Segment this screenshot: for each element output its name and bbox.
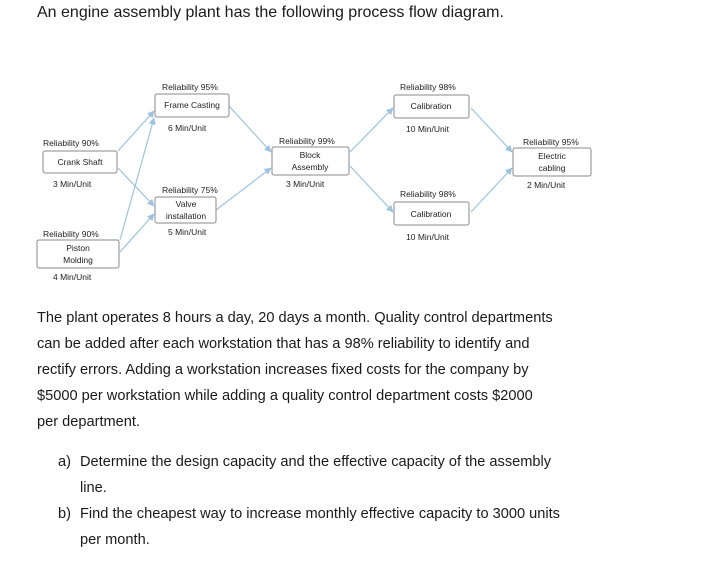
piston-reliability: Reliability 90% <box>43 229 99 239</box>
edge-calibtop-electric <box>471 108 512 152</box>
calibtop-reliability: Reliability 98% <box>400 82 456 92</box>
block-rate: 3 Min/Unit <box>286 179 325 189</box>
paragraph-line: can be added after each workstation that has a 98% reliability to identify and <box>37 336 530 352</box>
node-electric-cabling <box>513 137 591 190</box>
node-frame-casting <box>155 82 229 133</box>
valve-label-1: Valve <box>175 199 197 209</box>
edge-crank-valve <box>118 168 154 206</box>
node-calibration-top <box>394 82 469 134</box>
frame-rate: 6 Min/Unit <box>168 123 207 133</box>
node-piston-molding <box>37 229 119 282</box>
question-a <box>58 449 618 501</box>
edge-piston-frame <box>120 118 154 240</box>
node-calibration-bottom <box>394 189 469 242</box>
valve-reliability: Reliability 75% <box>162 185 218 195</box>
edge-frame-block <box>229 106 271 152</box>
piston-rate: 4 Min/Unit <box>53 272 92 282</box>
block-label-2: Assembly <box>291 162 329 172</box>
question-b <box>58 501 618 553</box>
crank-reliability: Reliability 90% <box>43 138 99 148</box>
question-a-label: a) <box>58 454 71 470</box>
crank-label: Crank Shaft <box>57 157 103 167</box>
crank-rate: 3 Min/Unit <box>53 179 92 189</box>
electric-label-2: cabling <box>538 163 566 173</box>
question-b-line: per month. <box>80 532 150 548</box>
electric-label-1: Electric <box>538 151 566 161</box>
calibbot-rate: 10 Min/Unit <box>406 232 449 242</box>
calibtop-label: Calibration <box>410 101 452 111</box>
piston-label-2: Molding <box>63 255 93 265</box>
frame-label: Frame Casting <box>164 100 220 110</box>
question-a-line: line. <box>80 480 107 496</box>
node-block-assembly <box>272 136 349 189</box>
question-a-line: Determine the design capacity and the effective capacity of the assembly <box>80 454 552 470</box>
node-valve-installation <box>155 185 218 237</box>
piston-label-1: Piston <box>66 243 90 253</box>
block-reliability: Reliability 99% <box>279 136 335 146</box>
paragraph-line: rectify errors. Adding a workstation increases fixed costs for the company by <box>37 362 529 378</box>
block-label-1: Block <box>299 150 321 160</box>
problem-paragraph <box>37 305 607 435</box>
question-list <box>58 449 618 553</box>
question-b-line: Find the cheapest way to increase monthly effective capacity to 3000 units <box>80 506 560 522</box>
question-b-label: b) <box>58 506 71 522</box>
frame-reliability: Reliability 95% <box>162 82 218 92</box>
calibtop-rate: 10 Min/Unit <box>406 124 449 134</box>
paragraph-line: $5000 per workstation while adding a quality control department costs $2000 <box>37 388 533 404</box>
calibbot-reliability: Reliability 98% <box>400 189 456 199</box>
intro-text: An engine assembly plant has the following process flow diagram. <box>37 4 504 21</box>
electric-reliability: Reliability 95% <box>523 137 579 147</box>
edge-calibbot-electric <box>471 168 512 212</box>
edge-block-calibbot <box>350 166 393 212</box>
node-crank-shaft <box>43 138 117 189</box>
paragraph-line: The plant operates 8 hours a day, 20 days a month. Quality control departments <box>37 310 553 326</box>
valve-rate: 5 Min/Unit <box>168 227 207 237</box>
valve-label-2: installation <box>165 211 207 221</box>
calibbot-label: Calibration <box>410 209 452 219</box>
edge-crank-frame <box>118 111 154 151</box>
paragraph-line: per department. <box>37 414 141 430</box>
electric-rate: 2 Min/Unit <box>527 180 566 190</box>
edge-valve-block <box>216 168 271 210</box>
edge-block-calibtop <box>350 108 393 152</box>
